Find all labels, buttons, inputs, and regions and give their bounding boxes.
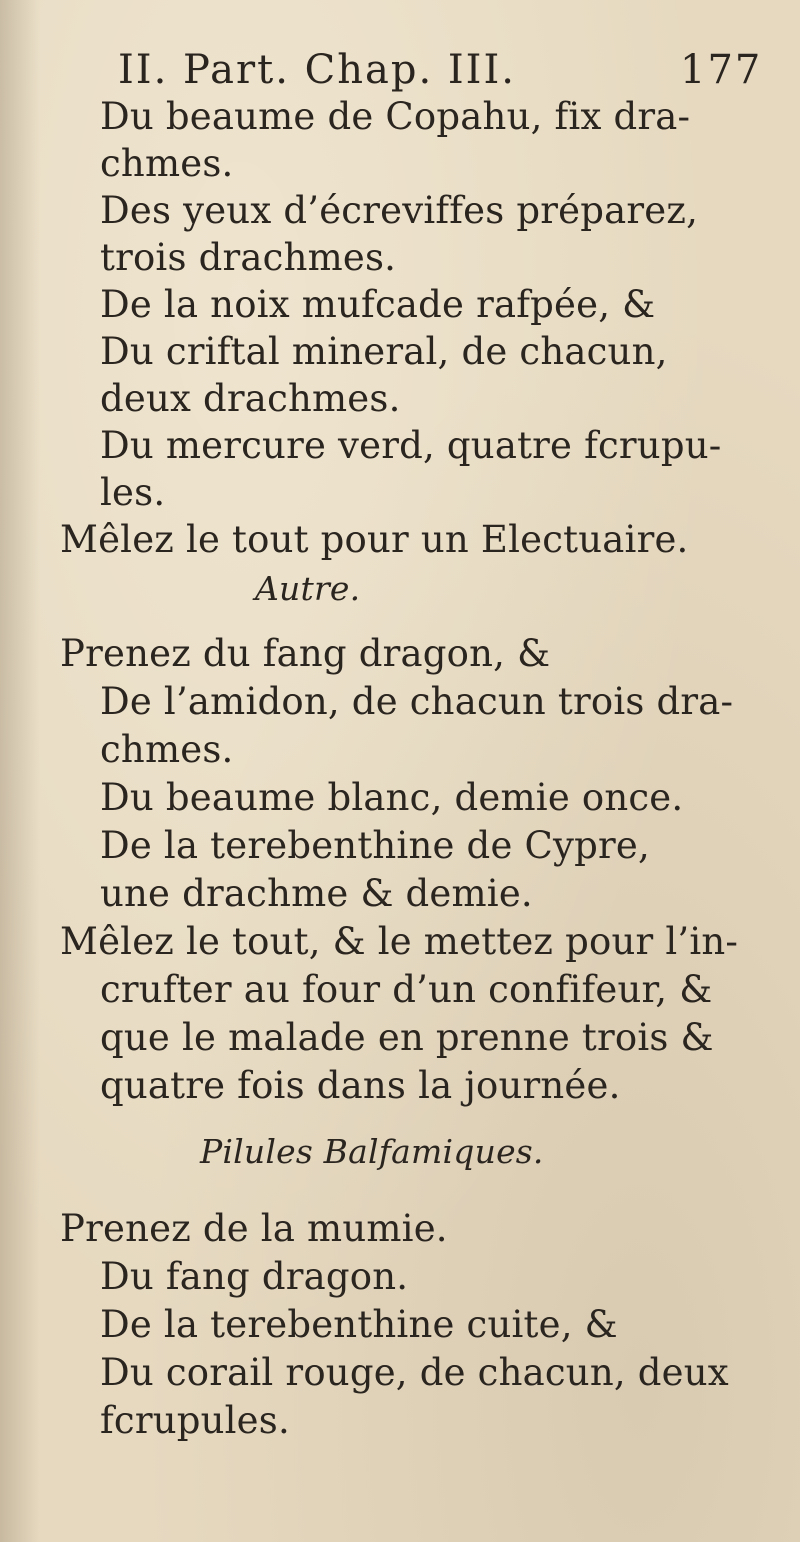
text-line: De l’amidon, de chacun trois dra- — [100, 680, 734, 723]
text-line: Du beaume de Copahu, fix dra- — [100, 95, 691, 138]
text-line: Prenez du fang dragon, & — [60, 632, 551, 675]
text-line: Prenez de la mumie. — [60, 1207, 448, 1250]
text-line: Mêlez le tout pour un Electuaire. — [60, 518, 689, 561]
text-line: chmes. — [100, 142, 234, 185]
text-line: les. — [100, 471, 166, 514]
text-line: chmes. — [100, 728, 234, 771]
page-edge-shadow — [0, 0, 40, 1542]
text-line: quatre fois dans la journée. — [100, 1064, 621, 1107]
text-line: De la terebenthine cuite, & — [100, 1303, 618, 1346]
page-number: 177 — [680, 47, 763, 93]
text-line: Du criftal mineral, de chacun, — [100, 330, 668, 373]
text-line: que le malade en prenne trois & — [100, 1016, 714, 1059]
text-line: Du beaume blanc, demie once. — [100, 776, 684, 819]
running-title: II. Part. Chap. III. — [118, 47, 516, 93]
text-line: Du mercure verd, quatre fcrupu- — [100, 424, 722, 467]
text-line: De la terebenthine de Cypre, — [100, 824, 650, 867]
recipe-heading: Pilules Balfamiques. — [200, 1132, 544, 1171]
text-line: deux drachmes. — [100, 377, 401, 420]
text-line: une drachme & demie. — [100, 872, 533, 915]
text-line: Du corail rouge, de chacun, deux — [100, 1351, 729, 1394]
text-line: fcrupules. — [100, 1399, 290, 1442]
text-line: De la noix mufcade rafpée, & — [100, 283, 656, 326]
text-line: crufter au four d’un confifeur, & — [100, 968, 713, 1011]
text-line: Mêlez le tout, & le mettez pour l’in- — [60, 920, 739, 963]
text-line: Du fang dragon. — [100, 1255, 409, 1298]
text-line: Des yeux d’écreviffes préparez, — [100, 189, 699, 232]
recipe-heading: Autre. — [255, 569, 361, 608]
text-line: trois drachmes. — [100, 236, 397, 279]
